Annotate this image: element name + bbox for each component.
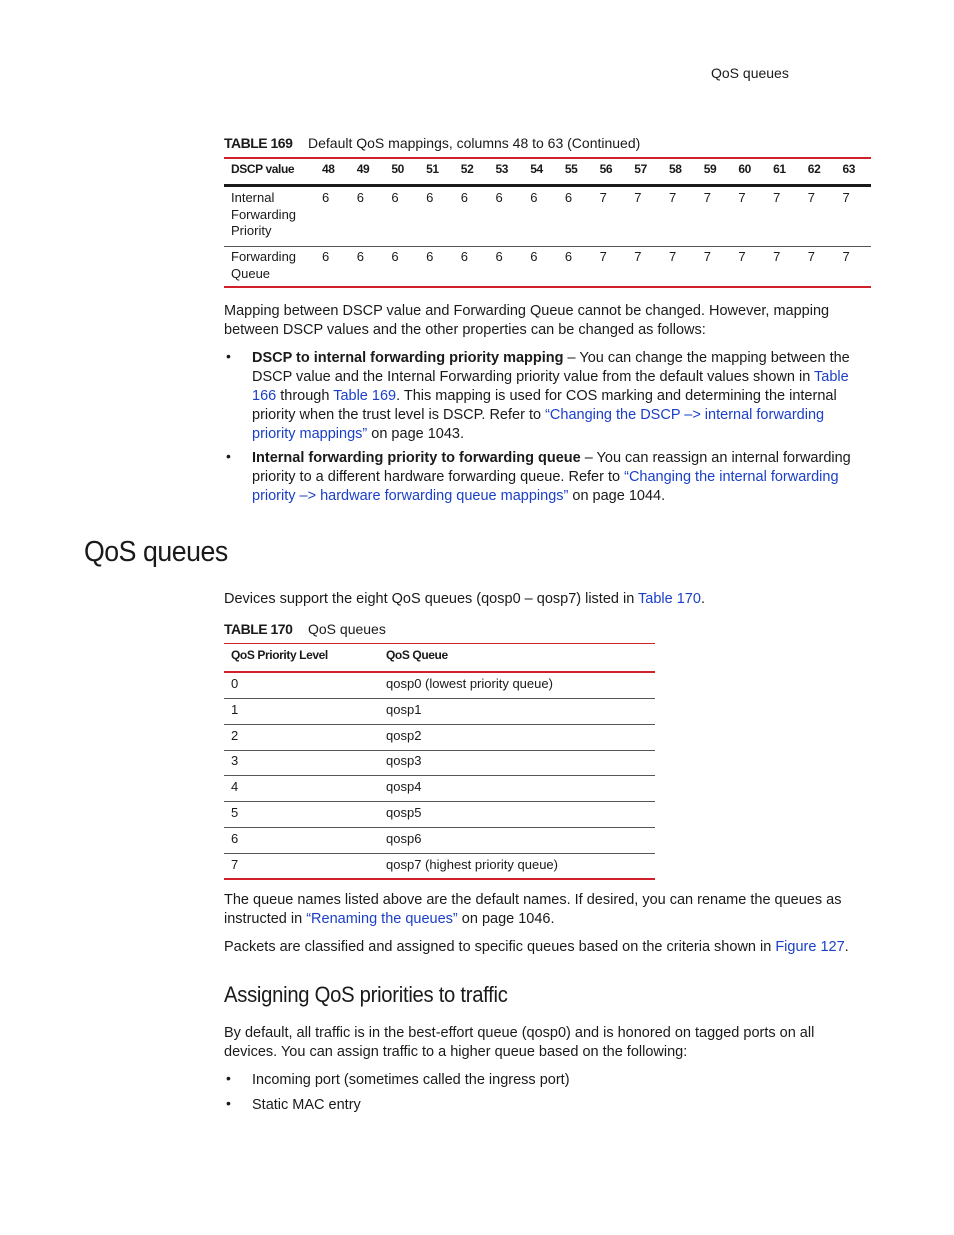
table-170-title: QoS queues	[308, 621, 386, 637]
table-170-label: TABLE 170	[224, 621, 293, 637]
table-169-column-header: 55	[564, 162, 578, 176]
table-169-bottom-rule	[224, 286, 871, 288]
table-169-cell: 6	[356, 249, 364, 264]
table-169-column-header: 59	[703, 162, 717, 176]
default-paragraph: By default, all traffic is in the best-effort queue (qosp0) and is honored on tagged ports on all devices. You can assign traffic to a higher queue based on the following:	[224, 1025, 815, 1060]
devices-paragraph	[224, 590, 864, 609]
table-170-level-cell: 2	[231, 727, 239, 743]
section-title: QoS queues	[84, 536, 228, 568]
table-169-cell: 6	[564, 190, 573, 205]
queue-names-paragraph	[224, 891, 864, 929]
para-text: .	[700, 591, 705, 607]
table-170-queue-cell: qosp7 (highest priority queue)	[386, 856, 558, 872]
table-170-level-cell: 5	[231, 805, 239, 820]
table-169-cell: 7	[807, 249, 816, 264]
table-169-cell: 6	[391, 190, 399, 205]
table-169-cell: 7	[738, 249, 746, 264]
table-170-level-cell: 7	[231, 856, 239, 872]
bullet-forwarding-queue-title: Internal forwarding priority to forwarding queue	[252, 450, 581, 466]
table-169-cell: 6	[391, 249, 399, 264]
table-169-cell: 7	[634, 249, 642, 264]
para-text: Packets are classified and assigned to specific queues based on the criteria shown in	[224, 939, 776, 955]
table-170-level-cell: 1	[231, 701, 239, 717]
bullet-incoming-port: Incoming port (sometimes called the ingress port)	[252, 1072, 570, 1088]
para-text: .	[844, 939, 849, 955]
table-169-column-header: 56	[599, 162, 613, 176]
table-169-column-header: 60	[738, 162, 751, 176]
table-170-queue-cell: qosp3	[386, 753, 422, 769]
table-169-column-header: 62	[807, 162, 821, 176]
table-169-cell: 6	[495, 190, 503, 205]
table-169-cell: 7	[599, 249, 607, 264]
table-169-column-header: 61	[773, 162, 786, 176]
table-169-row-rule	[224, 246, 871, 247]
table-170-row-rule	[224, 853, 655, 854]
table-170-level-cell: 4	[231, 779, 239, 795]
table-169-cell: 6	[356, 190, 364, 205]
table-170-caption	[224, 621, 386, 637]
table-169-cell: 6	[426, 249, 434, 264]
table-169-column-header: 52	[460, 162, 474, 176]
table-170-level-cell: 0	[231, 676, 239, 691]
table-169-column-header: 51	[426, 162, 439, 176]
table-170-row-rule	[224, 750, 655, 751]
table-169-column-header: 48	[322, 162, 335, 176]
table-170-queue-cell: qosp1	[386, 701, 422, 717]
table-170-queue-cell: qosp2	[386, 727, 422, 743]
table-170-bottom-rule	[224, 878, 655, 880]
running-head: QoS queues	[711, 65, 789, 81]
intro-paragraph: Mapping between DSCP value and Forwarding Queue cannot be changed. However, mapping between DSCP values and the other properties can be changed as follows:	[224, 303, 830, 338]
table-170-level-cell: 3	[231, 753, 239, 769]
table-169-header-label: DSCP value	[231, 162, 295, 176]
para-text: The queue names listed above are the default names. If desired, you can rename the queues as instructed in	[224, 892, 842, 927]
table-170-row-rule	[224, 801, 655, 802]
link-changing-dscp-mappings[interactable]: “Changing the DSCP –> internal forwarding priority mappings”	[252, 407, 825, 442]
table-169-row-1-label: Internal Forwarding Priority	[231, 190, 297, 238]
table-170-row-rule	[224, 827, 655, 828]
table-169-column-header: 58	[669, 162, 682, 176]
bullet-dscp-mapping-title: DSCP to internal forwarding priority mapping	[252, 350, 564, 366]
table-169-cell: 7	[703, 249, 711, 264]
bullet-text: – You can change the mapping between the DSCP value and the Internal Forwarding priority value from the default values shown in	[252, 350, 850, 385]
table-169-cell: 7	[842, 190, 850, 205]
table-170-row-rule	[224, 724, 655, 725]
para-text: Devices support the eight QoS queues (qosp0 – qosp7) listed in	[224, 591, 639, 607]
bullet-text: . This mapping is used for COS marking and determining the internal priority when the trust level is DSCP. Refer to	[252, 388, 837, 423]
table-170-level-cell: 6	[231, 830, 239, 846]
table-169-cell: 7	[703, 190, 711, 205]
table-169-row-2-label: Forwarding Queue	[231, 249, 297, 281]
bullet-text: on page 1043.	[367, 426, 465, 442]
bullet-text: through	[276, 388, 334, 404]
table-169-cell: 7	[842, 249, 850, 264]
table-170-queue-cell: qosp5	[386, 805, 422, 820]
table-169-cell: 7	[634, 190, 642, 205]
table-170-queue-cell: qosp4	[386, 779, 422, 795]
bullet-marker: •	[226, 1070, 231, 1086]
table-169-column-header: 57	[634, 162, 647, 176]
table-169-cell: 7	[669, 249, 677, 264]
table-169-cell: 7	[599, 190, 607, 205]
link-table-166[interactable]: Table 166	[252, 369, 849, 404]
table-170-queue-cell: qosp0 (lowest priority queue)	[386, 676, 553, 691]
packets-paragraph	[224, 938, 874, 957]
bullet-marker: •	[226, 448, 231, 464]
table-169-cell: 6	[564, 249, 573, 264]
table-169-header-rule	[224, 184, 871, 187]
table-169-cell: 6	[460, 249, 469, 264]
bullet-marker: •	[226, 348, 231, 364]
bullet-marker: •	[226, 1095, 231, 1111]
table-169-cell: 7	[669, 190, 677, 205]
table-170-row-rule	[224, 698, 655, 699]
table-169-column-header: 54	[530, 162, 543, 176]
table-169-cell: 6	[530, 249, 538, 264]
para-text: on page 1046.	[457, 911, 555, 927]
table-169-cell: 7	[773, 190, 781, 205]
table-169-cell: 7	[773, 249, 781, 264]
table-170-header-level: QoS Priority Level	[231, 648, 328, 662]
table-170-header-rule	[224, 671, 655, 673]
table-170-top-rule	[224, 643, 655, 644]
table-170-queue-cell: qosp6	[386, 830, 422, 846]
table-169-cell: 6	[426, 190, 434, 205]
link-figure-127[interactable]: Figure 127	[775, 939, 845, 955]
table-170-row-rule	[224, 775, 655, 776]
bullet-static-mac: Static MAC entry	[252, 1097, 361, 1113]
table-169-column-header: 49	[356, 162, 370, 176]
table-169-label: TABLE 169	[224, 135, 293, 151]
table-169-cell: 6	[530, 190, 538, 205]
table-170-header-queue: QoS Queue	[386, 648, 448, 662]
table-169-cell: 6	[460, 190, 469, 205]
table-169-title: Default QoS mappings, columns 48 to 63 (Continued)	[308, 135, 641, 151]
subsection-title: Assigning QoS priorities to traffic	[224, 982, 508, 1007]
table-169-top-rule	[224, 157, 871, 159]
bullet-text: – You can reassign an internal forwarding priority to a different hardware forwarding queue. Refer to	[252, 450, 851, 485]
table-169-cell: 7	[807, 190, 816, 205]
bullet-forwarding-queue	[252, 449, 864, 506]
table-169-cell: 6	[322, 249, 330, 264]
table-169-column-header: 50	[391, 162, 404, 176]
table-169-caption	[224, 135, 640, 151]
link-changing-forwarding-mappings[interactable]: “Changing the internal forwarding priority –> hardware forwarding queue mappings”	[252, 469, 839, 504]
table-169-cell: 7	[738, 190, 746, 205]
bullet-dscp-mapping	[252, 349, 864, 444]
table-169-column-header: 53	[495, 162, 509, 176]
table-169-column-header: 63	[842, 162, 856, 176]
bullet-text: on page 1044.	[568, 488, 666, 504]
table-169-cell: 6	[495, 249, 503, 264]
link-table-170[interactable]: Table 170	[638, 591, 701, 607]
link-table-169[interactable]: Table 169	[333, 388, 397, 404]
link-renaming-queues[interactable]: “Renaming the queues”	[306, 911, 458, 927]
table-169-cell: 6	[322, 190, 330, 205]
